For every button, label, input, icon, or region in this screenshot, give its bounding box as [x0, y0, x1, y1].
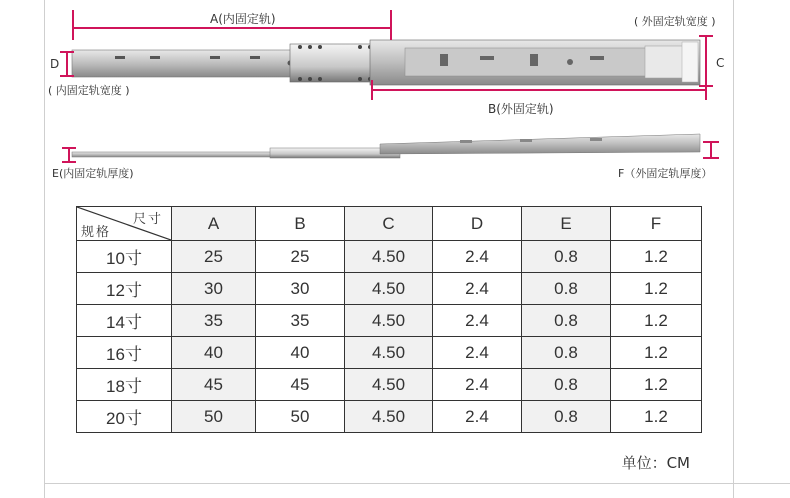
label-c: C	[716, 56, 725, 70]
dimension-a-tick-left	[72, 10, 74, 40]
label-f-outer-rail-thickness: F（外固定轨厚度）	[618, 167, 713, 180]
value-cell: 0.8	[522, 305, 611, 337]
value-cell: 4.50	[345, 241, 433, 273]
value-cell: 0.8	[522, 337, 611, 369]
value-cell: 0.8	[522, 273, 611, 305]
dimension-d-line	[66, 52, 68, 76]
value-cell: 25	[172, 241, 256, 273]
table-row	[77, 241, 702, 273]
dimension-c-tick-bottom	[699, 85, 713, 87]
corner-label-spec: 规格	[81, 224, 112, 239]
spec-table	[76, 206, 702, 433]
value-cell: 45	[172, 369, 256, 401]
table-corner-cell	[77, 207, 172, 241]
table-row	[77, 369, 702, 401]
dimension-f-tick-bottom	[703, 157, 719, 159]
table-row	[77, 305, 702, 337]
value-cell: 1.2	[611, 241, 702, 273]
spec-cell: 18寸	[77, 369, 172, 401]
right-frame-line	[733, 0, 734, 498]
dimension-a-line	[73, 27, 391, 29]
slide-rail-top-view	[60, 30, 710, 105]
value-cell: 40	[256, 337, 345, 369]
table-header-row	[77, 207, 702, 241]
left-frame-line	[44, 0, 45, 498]
value-cell: 30	[172, 273, 256, 305]
value-cell: 45	[256, 369, 345, 401]
dimension-e-tick-top	[62, 147, 76, 149]
label-inner-rail-width: ( 内固定轨宽度 )	[48, 84, 130, 97]
value-cell: 1.2	[611, 369, 702, 401]
dimension-b-line	[372, 89, 706, 91]
value-cell: 50	[172, 401, 256, 433]
slide-rail-side-view	[60, 130, 710, 170]
value-cell: 2.4	[433, 369, 522, 401]
header-a: A	[172, 207, 256, 241]
dimension-f-tick-top	[703, 141, 719, 143]
value-cell: 25	[256, 241, 345, 273]
value-cell: 4.50	[345, 273, 433, 305]
unit-label: 单位：CM	[621, 454, 690, 472]
dimension-b-tick-left	[371, 80, 373, 100]
value-cell: 2.4	[433, 305, 522, 337]
header-c: C	[345, 207, 433, 241]
dimension-c-tick-top	[699, 35, 713, 37]
spec-cell: 16寸	[77, 337, 172, 369]
spec-cell: 10寸	[77, 241, 172, 273]
value-cell: 40	[172, 337, 256, 369]
header-b: B	[256, 207, 345, 241]
value-cell: 1.2	[611, 305, 702, 337]
dimension-f-line	[710, 142, 712, 158]
value-cell: 4.50	[345, 369, 433, 401]
dimension-d-tick-bottom	[60, 75, 74, 77]
spec-cell: 14寸	[77, 305, 172, 337]
value-cell: 1.2	[611, 273, 702, 305]
header-e: E	[522, 207, 611, 241]
value-cell: 1.2	[611, 401, 702, 433]
value-cell: 4.50	[345, 337, 433, 369]
value-cell: 4.50	[345, 305, 433, 337]
value-cell: 0.8	[522, 369, 611, 401]
dimension-e-line	[68, 148, 70, 162]
value-cell: 4.50	[345, 401, 433, 433]
label-b-outer-rail: B(外固定轨)	[488, 102, 554, 116]
value-cell: 2.4	[433, 401, 522, 433]
value-cell: 2.4	[433, 337, 522, 369]
header-d: D	[433, 207, 522, 241]
value-cell: 35	[256, 305, 345, 337]
dimension-c-line	[705, 36, 707, 86]
dimension-a-tick-right	[390, 10, 392, 40]
table-row	[77, 337, 702, 369]
label-a-inner-rail: A(内固定轨)	[210, 12, 276, 26]
dimension-d-tick-top	[60, 51, 74, 53]
value-cell: 2.4	[433, 273, 522, 305]
label-outer-rail-width: ( 外固定轨宽度 )	[634, 15, 716, 28]
spec-cell: 12寸	[77, 273, 172, 305]
header-f: F	[611, 207, 702, 241]
label-e-inner-rail-thickness: E(内固定轨厚度)	[52, 167, 134, 180]
value-cell: 2.4	[433, 241, 522, 273]
table-row	[77, 273, 702, 305]
bottom-frame-line	[44, 483, 790, 484]
label-d: D	[50, 57, 60, 71]
value-cell: 35	[172, 305, 256, 337]
table-row	[77, 401, 702, 433]
spec-cell: 20寸	[77, 401, 172, 433]
value-cell: 50	[256, 401, 345, 433]
value-cell: 1.2	[611, 337, 702, 369]
corner-label-size: 尺寸	[132, 211, 163, 226]
value-cell: 0.8	[522, 401, 611, 433]
value-cell: 30	[256, 273, 345, 305]
value-cell: 0.8	[522, 241, 611, 273]
dimension-e-tick-bottom	[62, 161, 76, 163]
